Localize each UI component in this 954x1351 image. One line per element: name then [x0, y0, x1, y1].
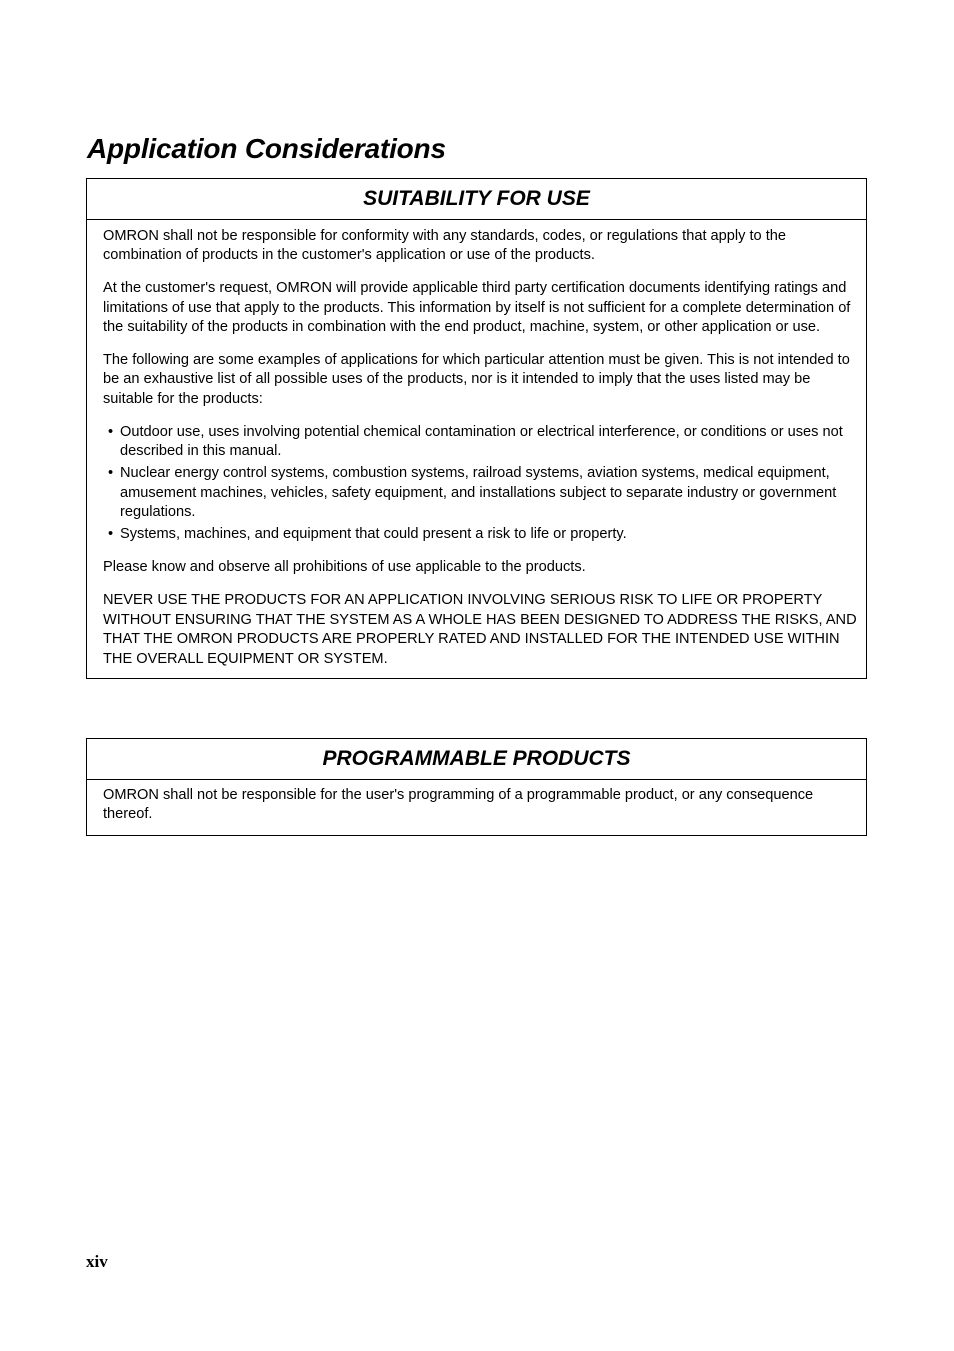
programmable-header: PROGRAMMABLE PRODUCTS — [87, 739, 866, 780]
suitability-warning-paragraph: NEVER USE THE PRODUCTS FOR AN APPLICATION INVOLVING SERIOUS RISK TO LIFE OR PROPERTY WITHOUT ENSURING THAT THE SYSTEM AS A WHOLE HAS BEEN DESIGNED TO ADDRESS THE RISKS, AND THAT THE OMRON PRODUCTS ARE PROPERLY RATED AND INSTALLED FOR THE INTENDED USE WITHIN THE OVERALL EQUIPMENT OR SYSTEM. — [103, 592, 857, 667]
page-title: Application Considerations — [87, 133, 446, 164]
bullet-icon: • — [108, 423, 114, 440]
suitability-header: SUITABILITY FOR USE — [87, 179, 866, 220]
page-number: xiv — [86, 1252, 108, 1271]
suitability-paragraph-certification: At the customer's request, OMRON will provide applicable third party certification documents identifying ratings and limitations of use that apply to the products. This information by itself is not sufficient for a complete determination of the suitability of the products in combination with the end product, machine, system, or other application or use. — [103, 280, 851, 336]
list-item-text: Outdoor use, uses involving potential chemical contamination or electrical interference, or conditions or uses not described in this manual. — [120, 423, 843, 460]
programmable-products-box — [86, 738, 867, 836]
suitability-paragraph-prohibitions: Please know and observe all prohibitions of use applicable to the products. — [103, 559, 586, 576]
programmable-body — [87, 780, 866, 835]
suitability-for-use-box — [86, 178, 867, 679]
list-item-text: Systems, machines, and equipment that could present a risk to life or property. — [120, 525, 627, 542]
programmable-paragraph: OMRON shall not be responsible for the user's programming of a programmable product, or any consequence thereof. — [103, 787, 814, 823]
list-item — [103, 525, 858, 544]
suitability-paragraph-examples: The following are some examples of applications for which particular attention must be given. This is not intended to be an exhaustive list of all possible uses of the products, nor is it intended to imply that the uses listed may be suitable for the products: — [103, 352, 850, 407]
bullet-icon: • — [108, 465, 114, 482]
suitability-paragraph-conformity: OMRON shall not be responsible for conformity with any standards, codes, or regulations that apply to the combination of products in the customer's application or use of the products. — [103, 228, 787, 264]
list-item — [103, 423, 858, 462]
list-item — [103, 464, 858, 522]
list-item-text: Nuclear energy control systems, combustion systems, railroad systems, aviation systems, medical equipment, amusement machines, vehicles, safety equipment, and installations subject to separate industry or government regulations. — [120, 465, 837, 520]
bullet-icon: • — [108, 525, 114, 542]
application-examples-list — [103, 423, 858, 545]
suitability-body — [87, 220, 866, 678]
